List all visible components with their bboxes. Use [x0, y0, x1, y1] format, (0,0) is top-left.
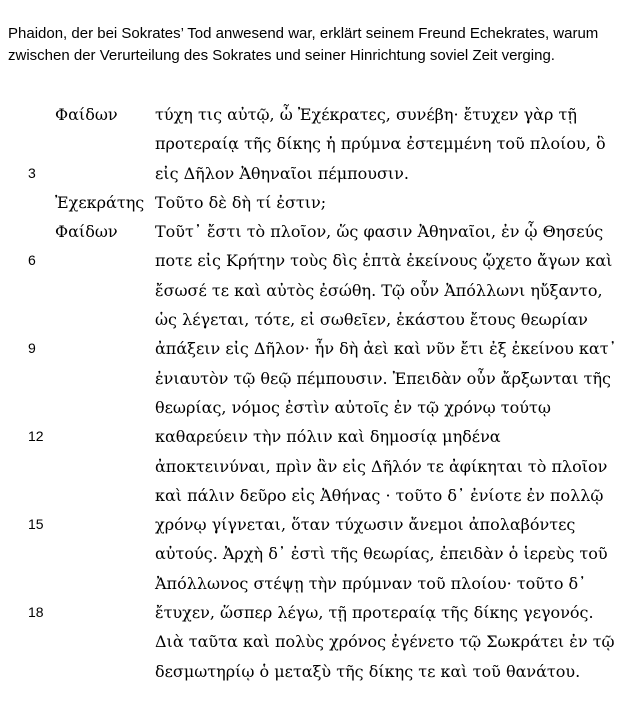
passage-line [0, 276, 642, 305]
line-text: Ἀπόλλωνος στέψῃ τὴν πρύμναν τοῦ πλοίου· τοῦτο δ᾽ [155, 573, 587, 593]
passage-line [0, 159, 642, 188]
speaker-label [55, 305, 155, 334]
line-number: 6 [28, 252, 36, 269]
line-number [0, 481, 55, 510]
line-text: προτεραίᾳ τῆς δίκης ἡ πρύμνα ἐστεμμένη τοῦ πλοίου, ὃ [155, 134, 606, 154]
line-number [0, 100, 55, 129]
passage-line [0, 598, 642, 627]
speaker-label [55, 452, 155, 481]
line-text: ὡς λέγεται, τότε, εἰ σωθεῖεν, ἑκάστου ἔτους θεωρίαν [155, 310, 588, 330]
line-text: ἀποκτεινύναι, πρὶν ἂν εἰς Δῆλόν τε ἀφίκηται τὸ πλοῖον [155, 456, 608, 476]
passage-line [0, 100, 642, 129]
line-text: ἀπάξειν εἰς Δῆλον· ἦν δὴ ἀεὶ καὶ νῦν ἔτι ἐξ ἐκείνου κατ᾽ [155, 339, 617, 359]
line-text: καθαρεύειν τὴν πόλιν καὶ δημοσίᾳ μηδένα [155, 427, 501, 447]
passage-line [0, 539, 642, 568]
line-text: ποτε εἰς Κρήτην τοὺς δὶς ἑπτὰ ἐκείνους ᾤχετο ἄγων καὶ [155, 251, 613, 271]
passage-line [0, 452, 642, 481]
line-number: 3 [28, 164, 36, 181]
intro-paragraph: Phaidon, der bei Sokrates’ Tod anwesend war, erklärt seinem Freund Echekrates, warum zwischen der Verurteilung des Sokrates und seiner Hinrichtung soviel Zeit verging. [8, 25, 599, 64]
line-number [0, 627, 55, 656]
line-number [0, 129, 55, 158]
passage-line [0, 129, 642, 158]
line-text: θεωρίας, νόμος ἐστὶν αὐτοῖς ἐν τῷ χρόνῳ τούτῳ [155, 397, 551, 417]
line-text: Διὰ ταῦτα καὶ πολὺς χρόνος ἐγένετο τῷ Σωκράτει ἐν τῷ [155, 632, 615, 652]
line-number: 12 [28, 428, 44, 445]
line-number [0, 305, 55, 334]
document-page [0, 15, 642, 686]
line-number [0, 364, 55, 393]
line-number: 9 [28, 340, 36, 357]
speaker-label [55, 539, 155, 568]
passage [0, 100, 642, 686]
speaker-label [55, 276, 155, 305]
line-text: εἰς Δῆλον Ἀθηναῖοι πέμπουσιν. [155, 163, 409, 183]
passage-line [0, 481, 642, 510]
line-number [0, 539, 55, 568]
speaker-label: Φαίδων [55, 222, 118, 242]
speaker-label [55, 598, 155, 627]
line-text: ἔσωσέ τε καὶ αὐτὸς ἐσώθη. Τῷ οὖν Ἀπόλλωνι ηὔξαντο, [155, 280, 603, 300]
line-text: ἐνιαυτὸν τῷ θεῷ πέμπουσιν. Ἐπειδὰν οὖν ἄρξωνται τῆς [155, 368, 611, 388]
line-text: αὐτούς. Ἀρχὴ δ᾽ ἐστὶ τῆς θεωρίας, ἐπειδὰν ὁ ἱερεὺς τοῦ [155, 544, 608, 564]
speaker-label [55, 364, 155, 393]
line-number [0, 657, 55, 686]
passage-line [0, 217, 642, 246]
line-number [0, 188, 55, 217]
speaker-label: Ἐχεκράτης [55, 192, 145, 212]
line-number: 15 [28, 516, 44, 533]
line-text: Τοῦτο δὲ δὴ τί ἐστιν; [155, 192, 327, 212]
speaker-label [55, 627, 155, 656]
line-text: τύχη τις αὐτῷ, ὦ Ἐχέκρατες, συνέβη· ἔτυχεν γὰρ τῇ [155, 105, 577, 124]
passage-line [0, 422, 642, 451]
passage-line [0, 334, 642, 363]
speaker-label: Φαίδων [55, 105, 118, 124]
line-number [0, 393, 55, 422]
speaker-label [55, 334, 155, 363]
passage-line [0, 657, 642, 686]
line-number: 18 [28, 604, 44, 621]
line-text: δεσμωτηρίῳ ὁ μεταξὺ τῆς δίκης τε καὶ τοῦ θανάτου. [155, 661, 581, 681]
passage-line [0, 510, 642, 539]
passage-line [0, 305, 642, 334]
line-number [0, 217, 55, 246]
passage-line [0, 569, 642, 598]
line-number [0, 276, 55, 305]
speaker-label [55, 422, 155, 451]
line-text: Τοῦτ᾽ ἔστι τὸ πλοῖον, ὥς φασιν Ἀθηναῖοι, ἐν ᾧ Θησεύς [155, 222, 604, 242]
line-number [0, 452, 55, 481]
speaker-label [55, 481, 155, 510]
passage-line [0, 188, 642, 217]
speaker-label [55, 393, 155, 422]
line-text: χρόνῳ γίγνεται, ὅταν τύχωσιν ἄνεμοι ἀπολαβόντες [155, 515, 576, 535]
speaker-label [55, 657, 155, 686]
passage-line [0, 246, 642, 275]
speaker-label [55, 246, 155, 275]
passage-line [0, 627, 642, 656]
speaker-label [55, 129, 155, 158]
line-text: καὶ πάλιν δεῦρο εἰς Ἀθήνας · τοῦτο δ᾽ ἐνίοτε ἐν πολλῷ [155, 485, 604, 505]
speaker-label [55, 510, 155, 539]
passage-line [0, 364, 642, 393]
speaker-label [55, 159, 155, 188]
line-text: ἔτυχεν, ὥσπερ λέγω, τῇ προτεραίᾳ τῆς δίκης γεγονός. [155, 603, 594, 623]
speaker-label [55, 569, 155, 598]
passage-line [0, 393, 642, 422]
line-number [0, 569, 55, 598]
